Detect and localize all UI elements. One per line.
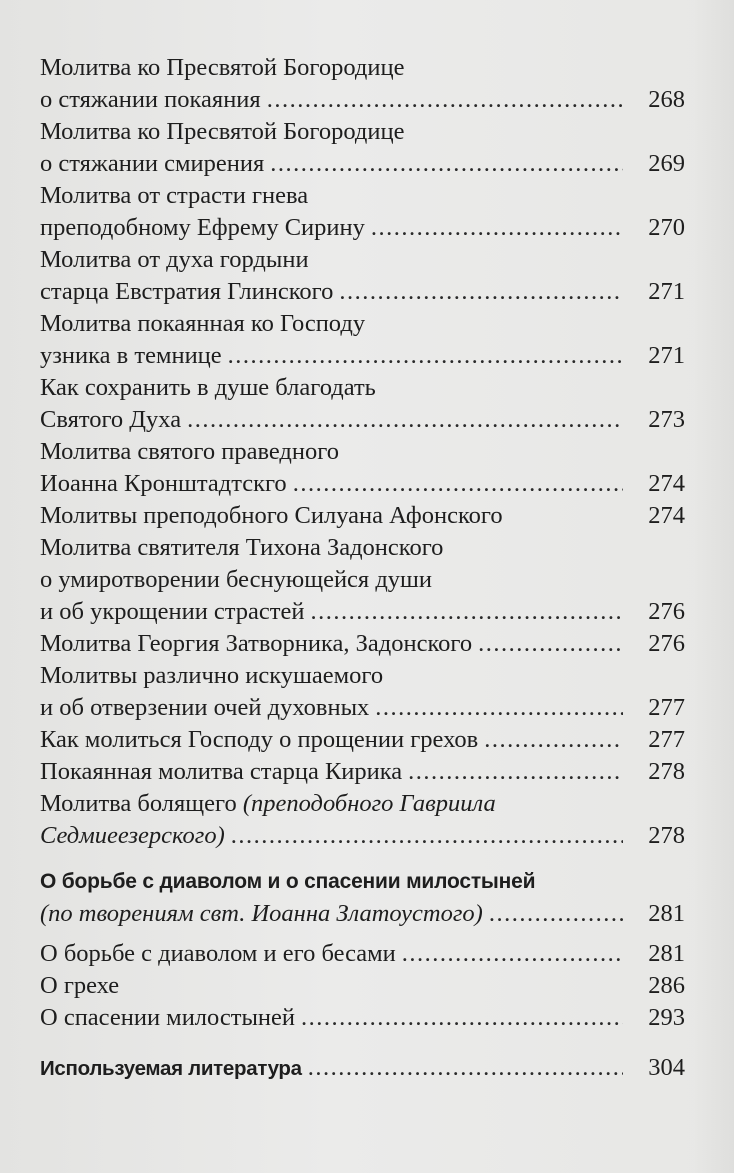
toc-entry [40, 788, 685, 852]
leader-dots [231, 820, 623, 852]
toc-page-number: 293 [648, 1004, 685, 1031]
leader-dots [484, 724, 623, 756]
toc-page-number: 271 [648, 342, 685, 369]
toc-page-number: 274 [648, 502, 685, 529]
toc-entry-title: Молитва от духа гордыни [40, 246, 309, 273]
toc-entry-title: Святого Духа [40, 406, 182, 433]
toc-entry-title: и об укрощении страстей [40, 598, 305, 625]
toc-page-number: 281 [648, 940, 685, 967]
toc-entry [40, 756, 685, 788]
toc-page-number: 281 [648, 900, 685, 927]
toc-entry [40, 180, 685, 244]
leader-dots [375, 692, 623, 724]
leader-dots [270, 148, 623, 180]
toc-entry-title: Как молиться Господу о прощении грехов [40, 726, 479, 753]
leader-dots [489, 898, 623, 930]
toc-entry-title: преподобному Ефрему Сирину [40, 214, 365, 241]
toc-entry-title: О грехе [40, 972, 120, 999]
leader-dots [187, 404, 623, 436]
toc-page-number: 274 [648, 470, 685, 497]
leader-dots [308, 1052, 623, 1084]
toc-page-number: 269 [648, 150, 685, 177]
toc-entry-title: и об отверзении очей духовных [40, 694, 370, 721]
toc-entry [40, 660, 685, 724]
toc-entry-title: о стяжании покаяния [40, 86, 261, 113]
toc-entry-title: Молитва от страсти гнева [40, 182, 309, 209]
leader-dots [408, 756, 623, 788]
toc-page-number: 277 [648, 726, 685, 753]
toc-entry-title: Молитва Георгия Затворника, Задонского [40, 630, 473, 657]
section-subtitle: (по творениям свт. Иоанна Златоустого) [40, 900, 483, 927]
toc-entry-title-italic: Седмиеезерского) [40, 822, 225, 849]
toc-entry [40, 372, 685, 436]
leader-dots [339, 276, 623, 308]
toc-entry-title-italic: (преподобного Гавриила [242, 790, 496, 817]
leader-dots [311, 596, 624, 628]
toc-entry-title: О борьбе с диаволом и его бесами [40, 940, 396, 967]
section-title: О борьбе с диаволом и о спасении милостыней [40, 870, 536, 893]
toc-page-number: 276 [648, 598, 685, 625]
leader-dots [228, 340, 623, 372]
toc-entry [40, 52, 685, 116]
toc-entry-title: Молитвы преподобного Силуана Афонского [40, 502, 503, 529]
toc-entry-title: Молитва болящего [40, 790, 237, 817]
toc-entry [40, 244, 685, 308]
toc-entry-title: Молитва ко Пресвятой Богородице [40, 54, 405, 81]
toc-entry-title: о умиротворении беснующейся души [40, 566, 433, 593]
toc-entry-title: Молитва покаянная ко Господу [40, 310, 366, 337]
literature-title: Используемая литература [40, 1057, 302, 1080]
toc-entry-title: Покаянная молитва старца Кирика [40, 758, 403, 785]
toc-page-number: 278 [648, 758, 685, 785]
page-edge-shade [694, 0, 734, 1173]
toc-entry [40, 970, 685, 1002]
toc-entry [40, 500, 685, 532]
toc-entry [40, 532, 685, 628]
toc-entry-title: Молитва святителя Тихона Задонского [40, 534, 444, 561]
toc-page-number: 286 [648, 972, 685, 999]
toc-entry-title: о стяжании смирения [40, 150, 265, 177]
leader-dots [402, 938, 623, 970]
toc-page-number: 277 [648, 694, 685, 721]
toc-entry-title: узника в темнице [40, 342, 222, 369]
toc-page-number: 304 [648, 1054, 685, 1081]
toc-entry [40, 724, 685, 756]
toc-entry-title: старца Евстратия Глинского [40, 278, 334, 305]
table-of-contents [40, 52, 685, 1084]
toc-entry-title: Молитва ко Пресвятой Богородице [40, 118, 405, 145]
toc-entry [40, 628, 685, 660]
toc-page-number: 276 [648, 630, 685, 657]
toc-page-number: 270 [648, 214, 685, 241]
toc-entry-title: Молитвы различно искушаемого [40, 662, 384, 689]
toc-page-number: 268 [648, 86, 685, 113]
toc-literature [40, 1052, 685, 1084]
leader-dots [267, 84, 623, 116]
leader-dots [371, 212, 623, 244]
toc-entry-title: О спасении милостыней [40, 1004, 296, 1031]
toc-page-number: 271 [648, 278, 685, 305]
leader-dots [293, 468, 623, 500]
toc-entry [40, 436, 685, 500]
toc-section [40, 866, 685, 1034]
toc-page-number: 273 [648, 406, 685, 433]
leader-dots [478, 628, 623, 660]
toc-entry [40, 938, 685, 970]
toc-entry [40, 308, 685, 372]
toc-entry-title: Как сохранить в душе благодать [40, 374, 376, 401]
toc-entry [40, 116, 685, 180]
toc-page-number: 278 [648, 822, 685, 849]
toc-entry-title: Иоанна Кронштадтскго [40, 470, 287, 497]
toc-entry-title: Молитва святого праведного [40, 438, 339, 465]
leader-dots [301, 1002, 623, 1034]
toc-entry [40, 1002, 685, 1034]
